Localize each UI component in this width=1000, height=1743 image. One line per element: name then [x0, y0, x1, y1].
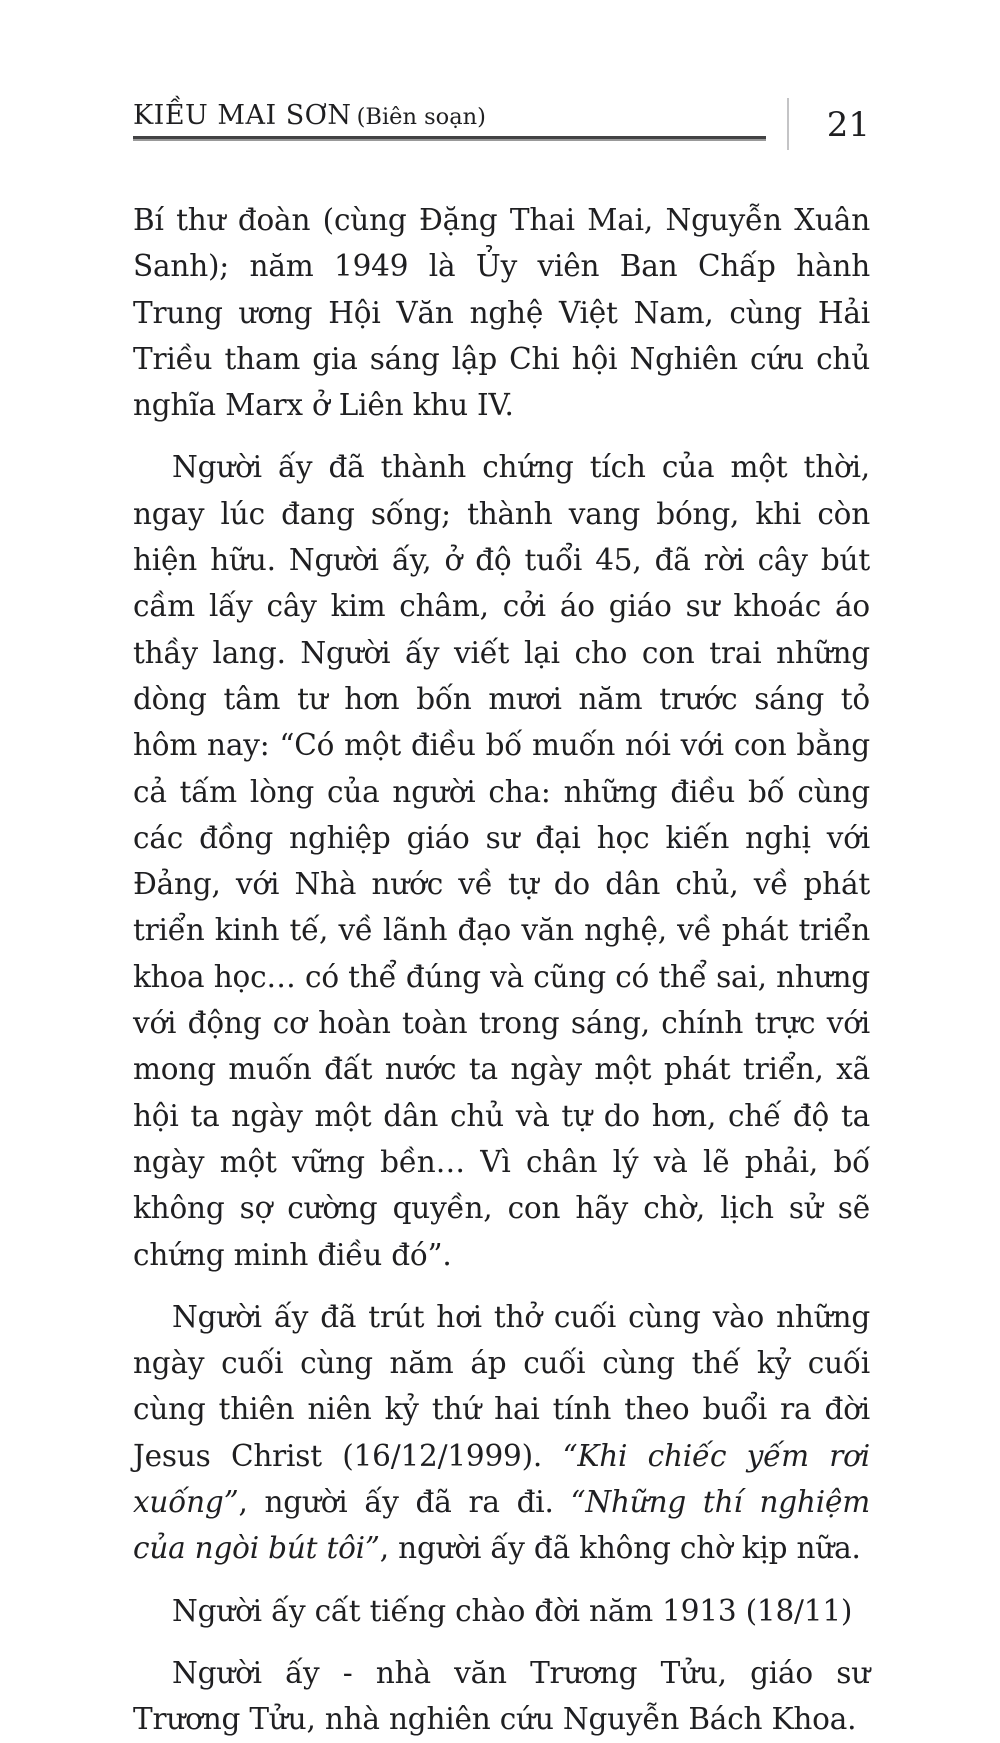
- text-run: Người ấy cất tiếng chào đời năm 1913 (18/11): [172, 1593, 853, 1628]
- paragraph: [133, 444, 870, 1277]
- paragraph: [133, 1588, 870, 1634]
- header-author: KIỀU MAI SƠN: [133, 100, 352, 131]
- text-run: Người ấy đã thành chứng tích của một thời, ngay lúc đang sống; thành vang bóng, khi còn hiện hữu. Người ấy, ở độ tuổi 45, đã rời cây bút cầm lấy cây kim châm, cởi áo giáo sư khoác áo thầy lang. Người ấy viết lại cho con trai những dòng tâm tư hơn bốn mươi năm trước sáng tỏ hôm nay: “Có một điều bố muốn nói với con bằng cả tấm lòng của người cha: những điều bố cùng các đồng nghiệp giáo sư đại học kiến nghị với Đảng, với Nhà nước về tự do dân chủ, về phát triển kinh tế, về lãnh đạo văn nghệ, về phát triển khoa học… có thể đúng và cũng có thể sai, nhưng với động cơ hoàn toàn trong sáng, chính trực với mong muốn đất nước ta ngày một phát triển, xã hội ta ngày một dân chủ và tự do hơn, chế độ ta ngày một vững bền… Vì chân lý và lẽ phải, bố không sợ cường quyền, con hãy chờ, lịch sử sẽ chứng minh điều đó”.: [133, 450, 870, 1272]
- paragraph: [133, 197, 870, 428]
- header-divider: [787, 98, 789, 150]
- text-run: Người ấy - nhà văn Trương Tửu, giáo sư Trương Tửu, nhà nghiên cứu Nguyễn Bách Khoa.: [133, 1655, 870, 1737]
- paragraph: [133, 1294, 870, 1572]
- header-rule: [133, 136, 766, 141]
- paragraph: [133, 1650, 870, 1743]
- text-run: Bí thư đoàn (cùng Đặng Thai Mai, Nguyễn Xuân Sanh); năm 1949 là Ủy viên Ban Chấp hành Trung ương Hội Văn nghệ Việt Nam, cùng Hải Triều tham gia sáng lập Chi hội Nghiên cứu chủ nghĩa Marx ở Liên khu IV.: [133, 203, 870, 423]
- header-role: (Biên soạn): [356, 104, 486, 130]
- header-text-line: [133, 100, 766, 136]
- text-run: , người ấy đã ra đi.: [238, 1485, 571, 1520]
- header-title-block: [133, 100, 766, 141]
- italic-text-run: “Những thí nghiệm của ngòi bút tôi”: [133, 1485, 870, 1566]
- italic-text-run: “Khi chiếc yếm rơi xuống”: [133, 1438, 870, 1520]
- text-run: , người ấy đã không chờ kịp nữa.: [379, 1531, 861, 1566]
- page-number: 21: [826, 105, 870, 145]
- page-body: [133, 197, 870, 1743]
- text-run: Người ấy đã trút hơi thở cuối cùng vào những ngày cuối cùng năm áp cuối cùng thế kỷ cuối cùng thiên niên kỷ thứ hai tính theo buổi ra đời Jesus Christ (16/12/1999).: [133, 1299, 870, 1473]
- page-header: [133, 0, 870, 150]
